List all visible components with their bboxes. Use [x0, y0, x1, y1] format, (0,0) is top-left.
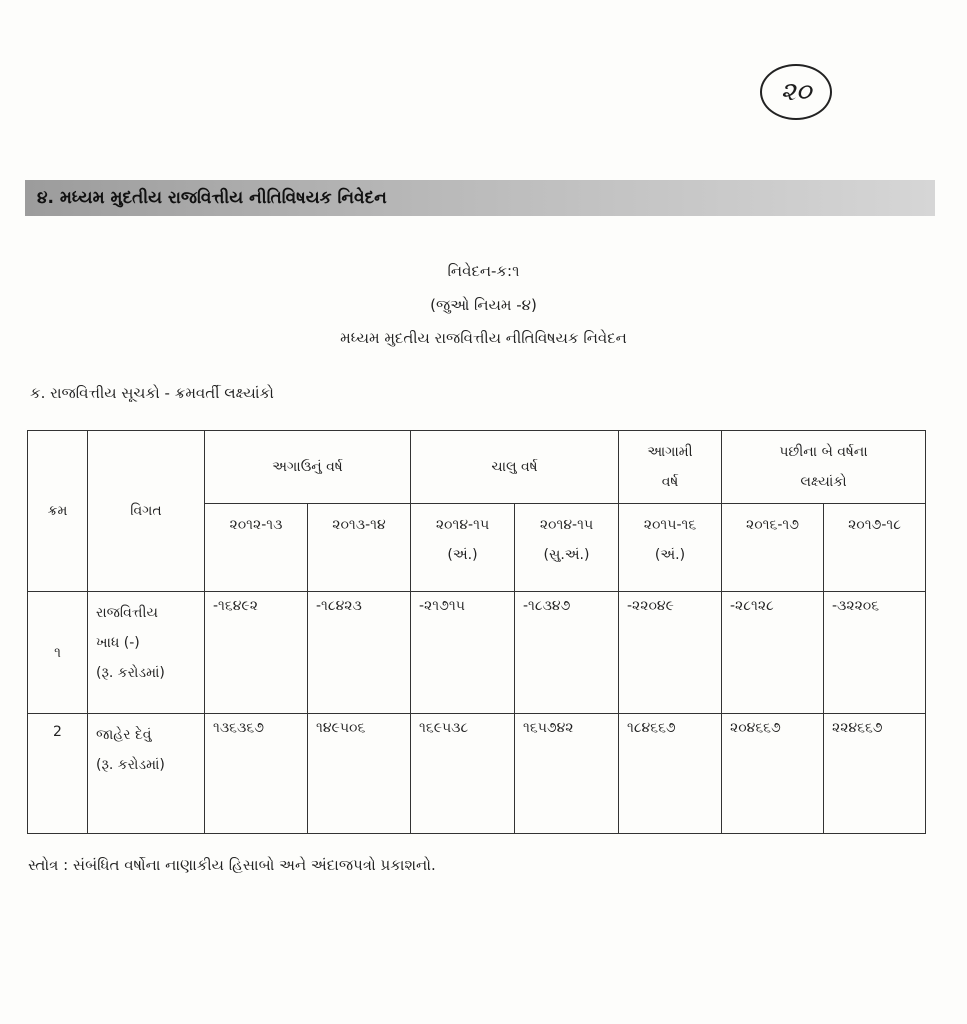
table-cell: ૨૨૪૬૬૭ [824, 714, 926, 834]
source-note: સ્તોત્ર : સંબંધિત વર્ષોના નાણાકીય હિસાબો અને અંદાજપત્રો પ્રકાશનો. [28, 856, 436, 874]
page-number: ૨૦ [760, 64, 832, 120]
year-header [515, 504, 619, 592]
header-upcoming-line2: વર્ષ [661, 474, 679, 490]
table-row [28, 592, 926, 714]
table-cell: -૧૬૪૯૨ [205, 592, 308, 714]
table-cell: ૧૬૯૫૩૮ [411, 714, 515, 834]
year-header [722, 504, 824, 592]
row-label-line1: રાજવિત્તીય [96, 605, 158, 621]
row-label [88, 714, 205, 834]
year-note: (અં.) [447, 547, 478, 563]
header-item: વિગત [88, 431, 205, 592]
row-label [88, 592, 205, 714]
table-row [28, 714, 926, 834]
year-label: ૨૦૧૪-૧૫ [435, 517, 490, 533]
header-previous-year: અગાઉનું વર્ષ [205, 431, 411, 504]
header-next-two-years [722, 431, 926, 504]
section-title: ૪. મધ્યમ મુદતીય રાજવિત્તીય નીતિવિષયક નિવેદન [37, 188, 387, 208]
year-header [411, 504, 515, 592]
year-note: (સુ.અં.) [543, 547, 590, 563]
table-cell: -૨૨૦૪૯ [619, 592, 722, 714]
row-serial: ૧ [28, 592, 88, 714]
year-label: ૨૦૧૨-૧૩ [229, 517, 283, 533]
header-serial: ક્રમ [28, 431, 88, 592]
year-label: ૨૦૧૭-૧૮ [848, 517, 901, 533]
table-cell: ૧૬૫૭૪૨ [515, 714, 619, 834]
table-subheading: ક. રાજવિત્તીય સૂચકો - ક્રમવર્તી લક્ષ્યાંકો [30, 384, 274, 402]
row-label-line3: (રૂ. કરોડમાં) [96, 665, 165, 681]
year-label: ૨૦૧૪-૧૫ [539, 517, 594, 533]
rule-reference: (જુઓ નિયમ -૪) [430, 296, 537, 314]
year-header [308, 504, 411, 592]
table-cell: -૨૧૭૧૫ [411, 592, 515, 714]
header-next-line2: લક્ષ્યાંકો [800, 474, 847, 490]
table-cell: -૨૮૧૨૮ [722, 592, 824, 714]
year-note: (અં.) [654, 547, 686, 563]
table-cell: -૧૮૩૪૭ [515, 592, 619, 714]
header-upcoming-line1: આગામી [647, 444, 693, 460]
year-label: ૨૦૧૬-૧૭ [746, 517, 799, 533]
table-cell: ૧૩૬૩૬૭ [205, 714, 308, 834]
row-label-line2: (રૂ. કરોડમાં) [96, 757, 165, 773]
year-header [205, 504, 308, 592]
year-header [619, 504, 722, 592]
header-next-line1: પછીના બે વર્ષના [779, 444, 868, 460]
header-current-year: ચાલુ વર્ષ [411, 431, 619, 504]
table-cell: ૨૦૪૬૬૭ [722, 714, 824, 834]
statement-number: નિવેદન-ક:૧ [447, 262, 520, 280]
table-cell: ૧૪૯૫૦૬ [308, 714, 411, 834]
header-upcoming-year [619, 431, 722, 504]
table-cell: ૧૮૪૬૬૭ [619, 714, 722, 834]
section-title-bar [25, 180, 935, 216]
year-header [824, 504, 926, 592]
header-row-groups [28, 431, 926, 504]
row-label-line1: જાહેર દેવું [96, 727, 152, 743]
year-label: ૨૦૧૫-૧૬ [643, 517, 697, 533]
fiscal-indicators-table [27, 430, 926, 834]
year-label: ૨૦૧૩-૧૪ [332, 517, 386, 533]
table-cell: -૩૨૨૦૬ [824, 592, 926, 714]
statement-title: મધ્યમ મુદતીય રાજવિત્તીય નીતિવિષયક નિવેદન [340, 329, 627, 347]
table-cell: -૧૮૪૨૩ [308, 592, 411, 714]
row-serial: 2 [28, 714, 88, 834]
row-label-line2: ખાધ (-) [96, 635, 140, 651]
